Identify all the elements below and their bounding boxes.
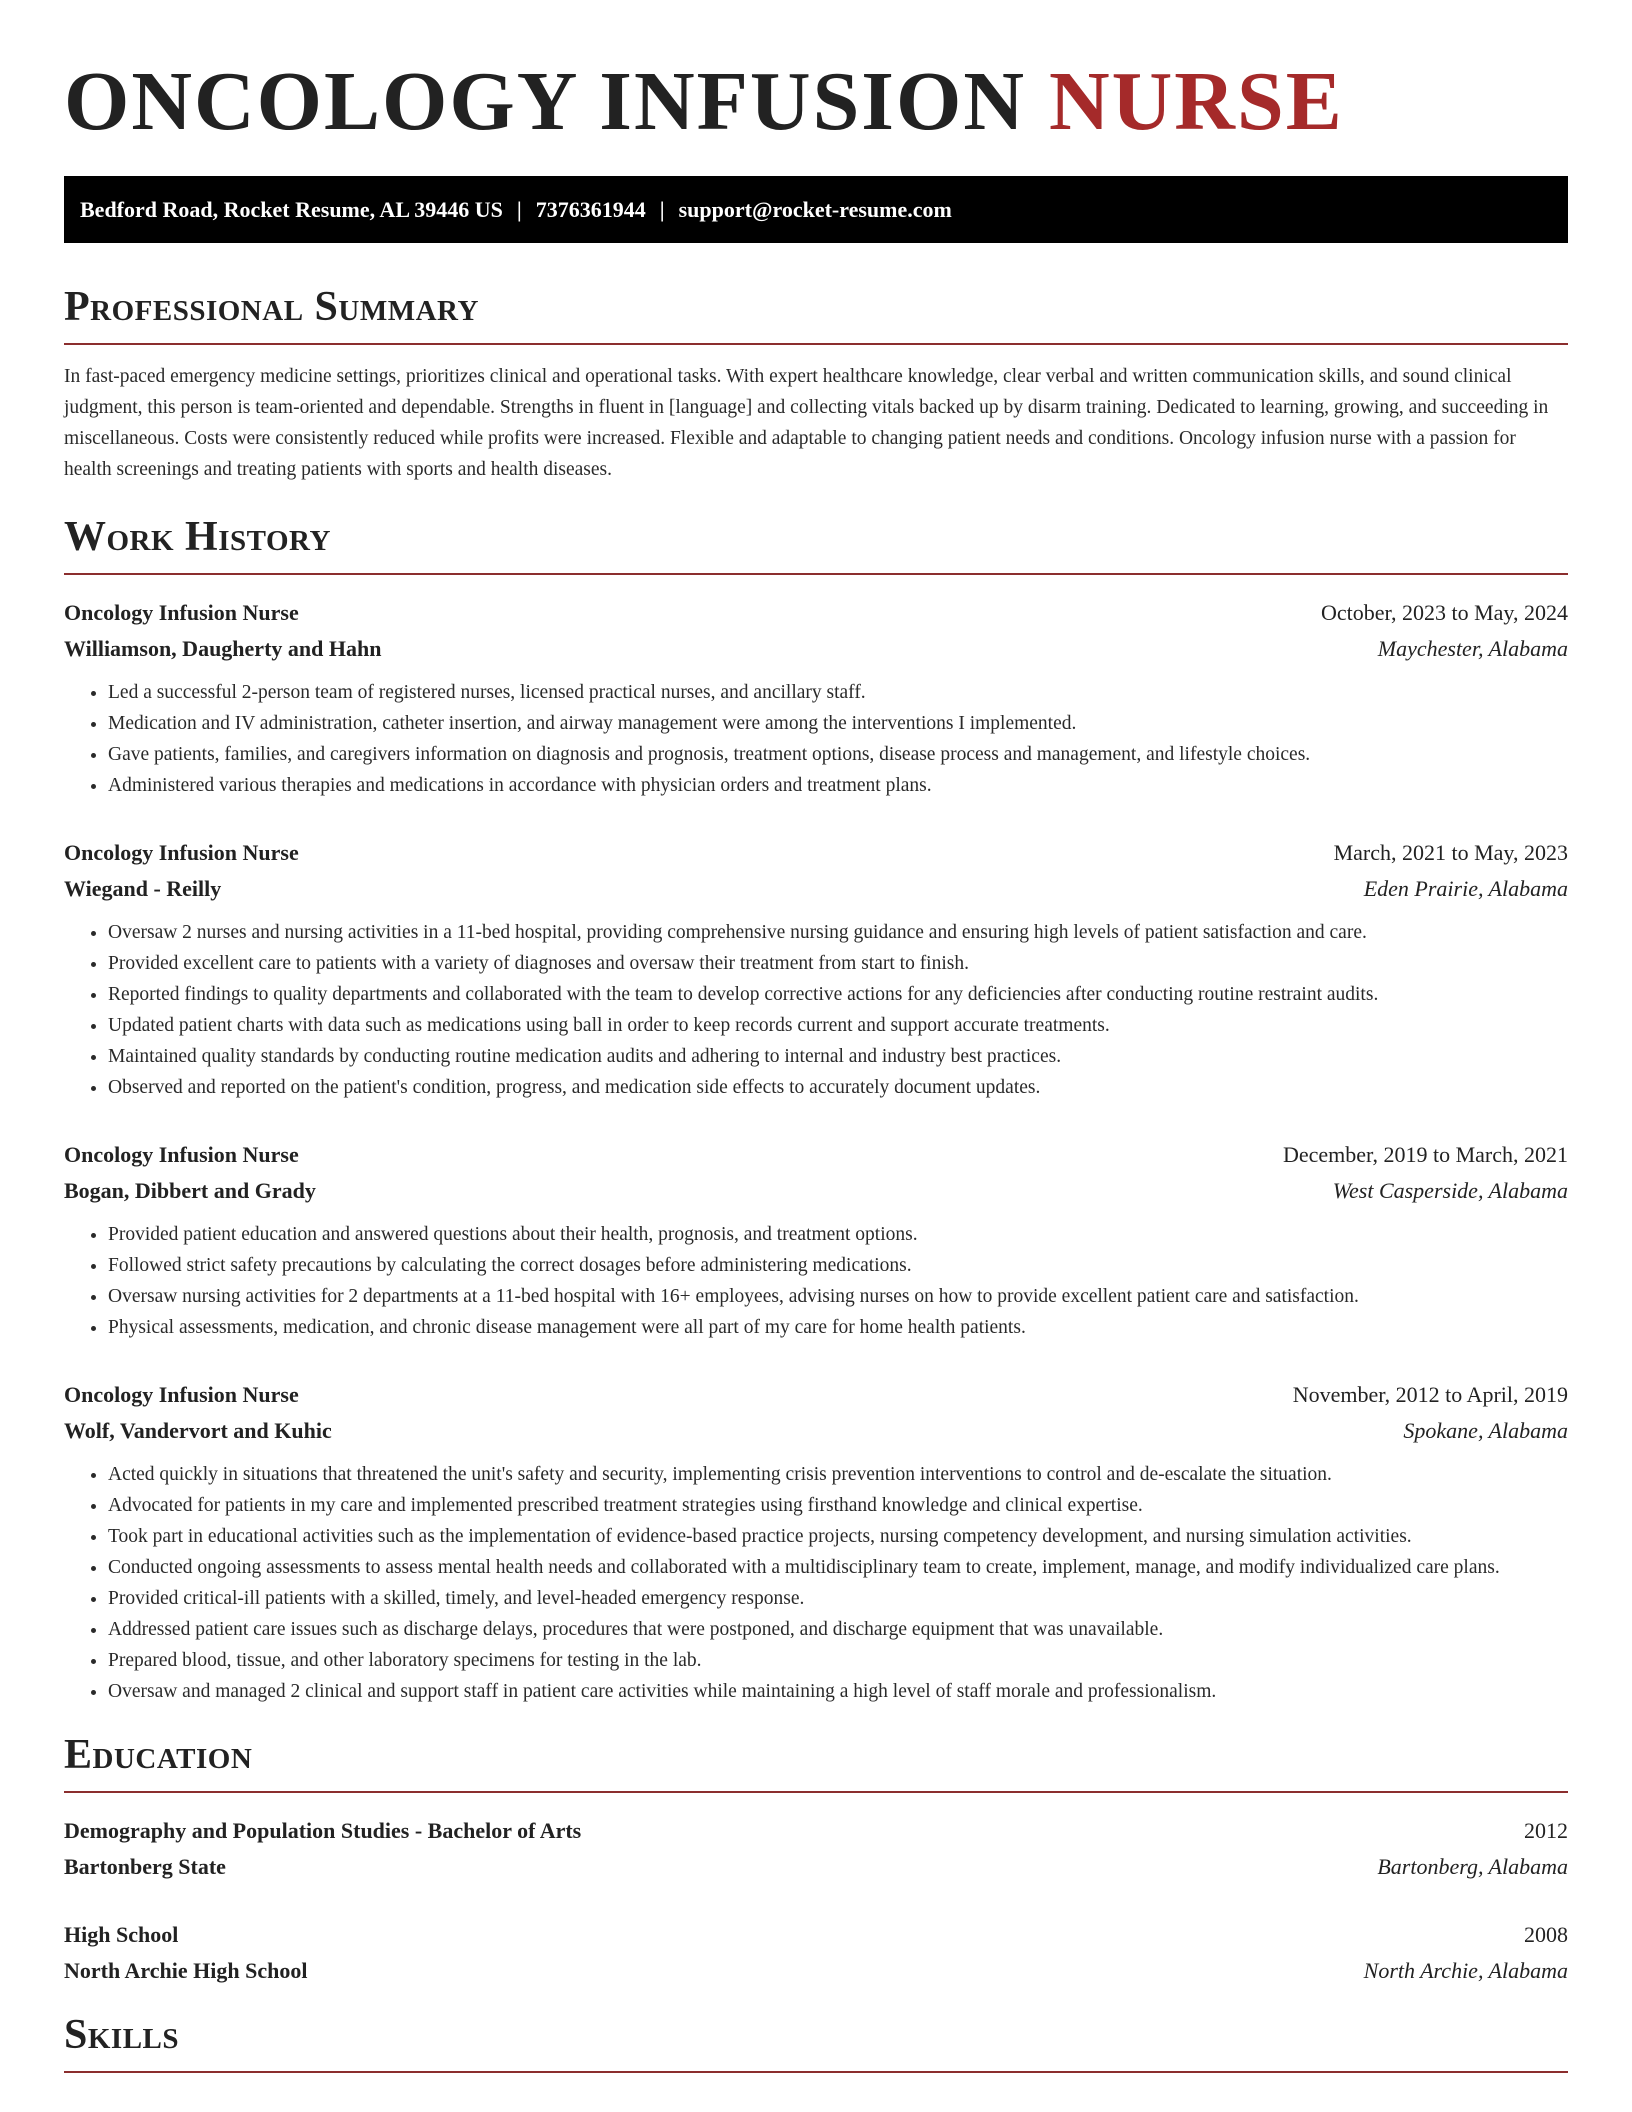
education-section: [64, 1729, 1568, 1989]
job-bullet: • Conducted ongoing assessments to assess mental health needs and collaborated with a multidisciplinary team to create, implement, manage, and modify individualized care plans.: [108, 1552, 1568, 1583]
contact-separator: |: [516, 197, 522, 222]
summary-text: In fast-paced emergency medicine settings, prioritizes clinical and operational tasks. With expert healthcare knowledge, clear verbal and written communication skills, and sound clinical judgment, this person is team-oriented and dependable. Strengths in fluent in [language] and collecting vitals backed up by disarm training. Dedicated to learning, growing, and succeeding in miscellaneous. Costs were consistently reduced while profits were increased. Flexible and adaptable to changing patient needs and conditions. Oncology infusion nurse with a passion for health screenings and treating patients with sports and health diseases.: [64, 366, 1549, 480]
job-title: Oncology Infusion Nurse: [64, 600, 299, 625]
education-entry: [64, 1813, 1568, 1885]
job-company: Wiegand - Reilly: [64, 876, 222, 901]
job-bullet: • Oversaw nursing activities for 2 departments at a 11-bed hospital with 16+ employees, advising nurses on how to provide excellent patient care and satisfaction.: [108, 1281, 1568, 1312]
job-bullet: • Observed and reported on the patient's condition, progress, and medication side effects to accurately document updates.: [108, 1072, 1568, 1103]
section-title-work-history: Work History: [64, 511, 1568, 575]
job-bullets: [64, 677, 1568, 801]
name-main: ONCOLOGY INFUSION: [64, 55, 1026, 148]
job-location: West Casperside, Alabama: [1332, 1178, 1568, 1203]
job-bullet: • Advocated for patients in my care and implemented prescribed treatment strategies using firsthand knowledge and clinical expertise.: [108, 1490, 1568, 1521]
contact-separator: |: [659, 197, 665, 222]
skills-section: [64, 2009, 1568, 2073]
job-entry: [64, 595, 1568, 801]
job-bullet: • Oversaw 2 nurses and nursing activities in a 11-bed hospital, providing comprehensive nursing guidance and ensuring high levels of patient satisfaction and care.: [108, 917, 1568, 948]
job-bullet: • Reported findings to quality departments and collaborated with the team to develop corrective actions for any deficiencies after conducting routine restraint audits.: [108, 979, 1568, 1010]
job-title: Oncology Infusion Nurse: [64, 840, 299, 865]
job-bullet: • Medication and IV administration, catheter insertion, and airway management were among the interventions I implemented.: [108, 708, 1568, 739]
section-title-summary: Professional Summary: [64, 281, 1568, 345]
job-bullet: • Followed strict safety precautions by calculating the correct dosages before administering medications.: [108, 1250, 1568, 1281]
contact-bar: [64, 176, 1568, 243]
job-dates: March, 2021 to May, 2023: [1333, 840, 1568, 865]
job-bullet: • Gave patients, families, and caregivers information on diagnosis and prognosis, treatment options, disease process and management, and lifestyle choices.: [108, 739, 1568, 770]
job-entry: [64, 1377, 1568, 1707]
job-bullet: • Prepared blood, tissue, and other laboratory specimens for testing in the lab.: [108, 1645, 1568, 1676]
job-bullet: • Provided critical-ill patients with a skilled, timely, and level-headed emergency response.: [108, 1583, 1568, 1614]
job-bullet: • Oversaw and managed 2 clinical and support staff in patient care activities while maintaining a high level of staff morale and professionalism.: [108, 1676, 1568, 1707]
contact-phone[interactable]: 7376361944: [535, 197, 646, 222]
job-company: Wolf, Vandervort and Kuhic: [64, 1418, 332, 1443]
job-company: Williamson, Daugherty and Hahn: [64, 636, 382, 661]
job-entry: [64, 835, 1568, 1103]
job-company: Bogan, Dibbert and Grady: [64, 1178, 316, 1203]
job-bullet: • Updated patient charts with data such as medications using ball in order to keep records current and support accurate treatments.: [108, 1010, 1568, 1041]
job-bullet: • Provided patient education and answered questions about their health, prognosis, and treatment options.: [108, 1219, 1568, 1250]
section-title-skills: Skills: [64, 2009, 1568, 2073]
summary-section: [64, 281, 1568, 485]
name-accent: NURSE: [1048, 55, 1344, 148]
work-history-section: [64, 511, 1568, 1707]
job-entry: [64, 1137, 1568, 1343]
education-year: 2012: [1524, 1818, 1568, 1843]
resume-name: [64, 0, 1568, 152]
job-bullet: • Maintained quality standards by conducting routine medication audits and adhering to internal and industry best practices.: [108, 1041, 1568, 1072]
job-location: Spokane, Alabama: [1403, 1418, 1568, 1443]
job-bullet: • Administered various therapies and medications in accordance with physician orders and treatment plans.: [108, 770, 1568, 801]
contact-email[interactable]: support@rocket-resume.com: [678, 197, 952, 222]
job-title: Oncology Infusion Nurse: [64, 1142, 299, 1167]
job-location: Maychester, Alabama: [1377, 636, 1568, 661]
job-bullet: • Physical assessments, medication, and chronic disease management were all part of my care for home health patients.: [108, 1312, 1568, 1343]
education-degree: Demography and Population Studies - Bachelor of Arts: [64, 1818, 582, 1843]
education-school: North Archie High School: [64, 1958, 308, 1983]
job-bullets: [64, 917, 1568, 1103]
job-bullet: • Acted quickly in situations that threatened the unit's safety and security, implementing crisis prevention interventions to control and de-escalate the situation.: [108, 1459, 1568, 1490]
education-degree: High School: [64, 1922, 179, 1947]
job-dates: October, 2023 to May, 2024: [1321, 600, 1568, 625]
contact-address: Bedford Road, Rocket Resume, AL 39446 US: [80, 197, 503, 222]
resume-page: [64, 0, 1568, 2073]
job-dates: November, 2012 to April, 2019: [1292, 1382, 1568, 1407]
job-bullets: [64, 1459, 1568, 1707]
job-bullets: [64, 1219, 1568, 1343]
job-title: Oncology Infusion Nurse: [64, 1382, 299, 1407]
education-school: Bartonberg State: [64, 1854, 226, 1879]
job-bullet: • Provided excellent care to patients with a variety of diagnoses and oversaw their treatment from start to finish.: [108, 948, 1568, 979]
education-location: North Archie, Alabama: [1363, 1958, 1568, 1983]
education-year: 2008: [1524, 1922, 1568, 1947]
section-title-education: Education: [64, 1729, 1568, 1793]
job-bullet: • Led a successful 2-person team of registered nurses, licensed practical nurses, and ancillary staff.: [108, 677, 1568, 708]
job-bullet: • Took part in educational activities such as the implementation of evidence-based practice projects, nursing competency development, and nursing simulation activities.: [108, 1521, 1568, 1552]
education-location: Bartonberg, Alabama: [1377, 1854, 1568, 1879]
education-entry: [64, 1917, 1568, 1989]
job-dates: December, 2019 to March, 2021: [1282, 1142, 1568, 1167]
job-bullet: • Addressed patient care issues such as discharge delays, procedures that were postponed, and discharge equipment that was unavailable.: [108, 1614, 1568, 1645]
job-location: Eden Prairie, Alabama: [1363, 876, 1568, 901]
